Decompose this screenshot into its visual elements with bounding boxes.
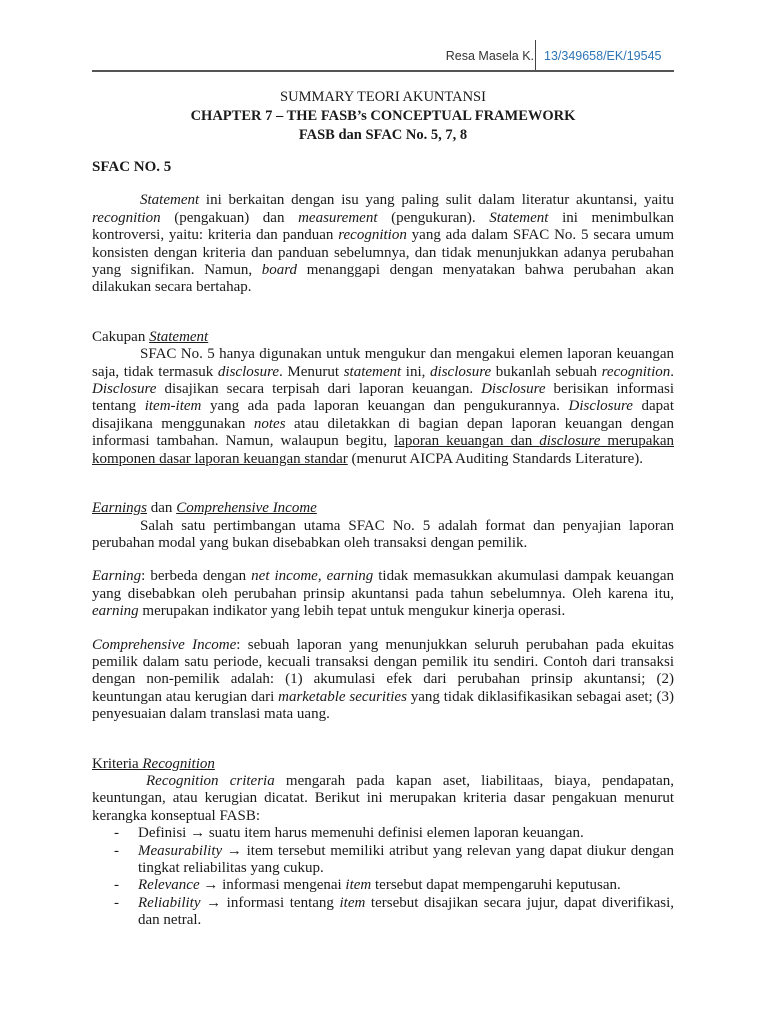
- header-divider: [535, 40, 536, 70]
- document-title-block: [92, 88, 674, 145]
- arrow-icon: →: [226, 842, 242, 859]
- earnings-paragraph-3: Comprehensive Income: sebuah laporan yang menunjukkan seluruh perubahan pada ekuitas pemilik dalam satu periode, kecuali transaksi dengan pemilik itu sendiri. Contoh dari transaksi dengan non-pemilik adalah: (1) akumulasi efek dari perubahan prinsip akuntansi; (2) keuntungan atau kerugian dari marketable securities yang tidak diklasifikasikan sebagai aset; (3) penyesuaian dalam translasi mata uang.: [92, 636, 675, 723]
- section-heading-cakupan: Cakupan Statement: [92, 328, 209, 345]
- title-line-2: CHAPTER 7 – THE FASB’s CONCEPTUAL FRAMEWORK: [190, 108, 576, 124]
- list-item: - Reliability → informasi tentang item tersebut disajikan secara jujur, dapat diverifikasi, dan netral.: [114, 894, 674, 929]
- section-heading-earnings: Earnings dan Comprehensive Income: [92, 500, 317, 517]
- title-line-1: SUMMARY TEORI AKUNTANSI: [280, 89, 486, 105]
- arrow-icon: →: [203, 877, 219, 894]
- sfac5-intro-paragraph: Statement ini berkaitan dengan isu yang paling sulit dalam literatur akuntansi, yaitu recognition (pengakuan) dan measurement (pengukuran). Statement ini menimbulkan kontroversi, yaitu: kriteria dan panduan recognition yang ada dalam SFAC No. 5 secara umum konsisten dengan kriteria dan panduan sebelumnya, dan tidak menunjukkan adanya perubahan yang signifikan. Namun, board menanggapi dengan menyatakan bahwa perubahan akan dilakukan secara bertahap.: [92, 192, 675, 296]
- underlined-statement: laporan keuangan dan disclosure merupakan komponen dasar laporan keuangan standar: [92, 433, 675, 467]
- cakupan-paragraph: SFAC No. 5 hanya digunakan untuk mengukur dan mengakui elemen laporan keuangan saja, tidak termasuk disclosure. Menurut statement ini, disclosure bukanlah sebuah recognition. Disclosure disajikan secara terpisah dari laporan keuangan. Disclosure berisikan informasi tentang item-item yang ada pada laporan keuangan dan pengukurannya. Disclosure dapat disajikana menggunakan notes atau diletakkan di bagian depan laporan keuangan dengan informasi tambahan. Namun, walaupun begitu, laporan keuangan dan disclosure merupakan komponen dasar laporan keuangan standar (menurut AICPA Auditing Standards Literature).: [92, 346, 675, 467]
- title-line-3: FASB dan SFAC No. 5, 7, 8: [298, 127, 468, 143]
- page-header: [92, 40, 674, 70]
- earnings-paragraph-1: Salah satu pertimbangan utama SFAC No. 5 adalah format dan penyajian laporan perubahan modal yang bukan disebabkan oleh transaksi dengan pemilik.: [92, 517, 674, 551]
- header-author: Resa Masela K.: [445, 49, 534, 63]
- header-student-id: 13/349658/EK/19545: [544, 49, 662, 63]
- arrow-icon: →: [206, 894, 222, 911]
- header-rule: [92, 70, 674, 72]
- section-heading-sfac5: SFAC NO. 5: [92, 159, 172, 175]
- list-item: - Relevance → informasi mengenai item tersebut dapat mempengaruhi keputusan.: [114, 877, 621, 894]
- section-heading-kriteria: Kriteria Recognition: [92, 755, 215, 772]
- arrow-icon: →: [190, 825, 206, 842]
- earnings-paragraph-2: Earning: berbeda dengan net income, earning tidak memasukkan akumulasi dampak keuangan yang disebabkan oleh perubahan prinsip akuntansi pada tahun sebelumnya. Oleh karena itu, earning merupakan indikator yang lebih tepat untuk mengukur kinerja operasi.: [92, 568, 675, 620]
- list-item: - Measurability → item tersebut memiliki atribut yang relevan yang dapat diukur dengan tingkat reliabilitas yang cukup.: [114, 842, 675, 876]
- recognition-criteria-list: [92, 825, 674, 929]
- kriteria-paragraph: Recognition criteria mengarah pada kapan aset, liabilitaas, biaya, pendapatan, keuntungan, atau kerugian dicatat. Berikut ini merupakan kriteria dasar pengakuan menurut kerangka konseptual FASB:: [92, 772, 674, 824]
- list-item: - Definisi → suatu item harus memenuhi definisi elemen laporan keuangan.: [114, 825, 584, 842]
- document-body: [92, 88, 674, 930]
